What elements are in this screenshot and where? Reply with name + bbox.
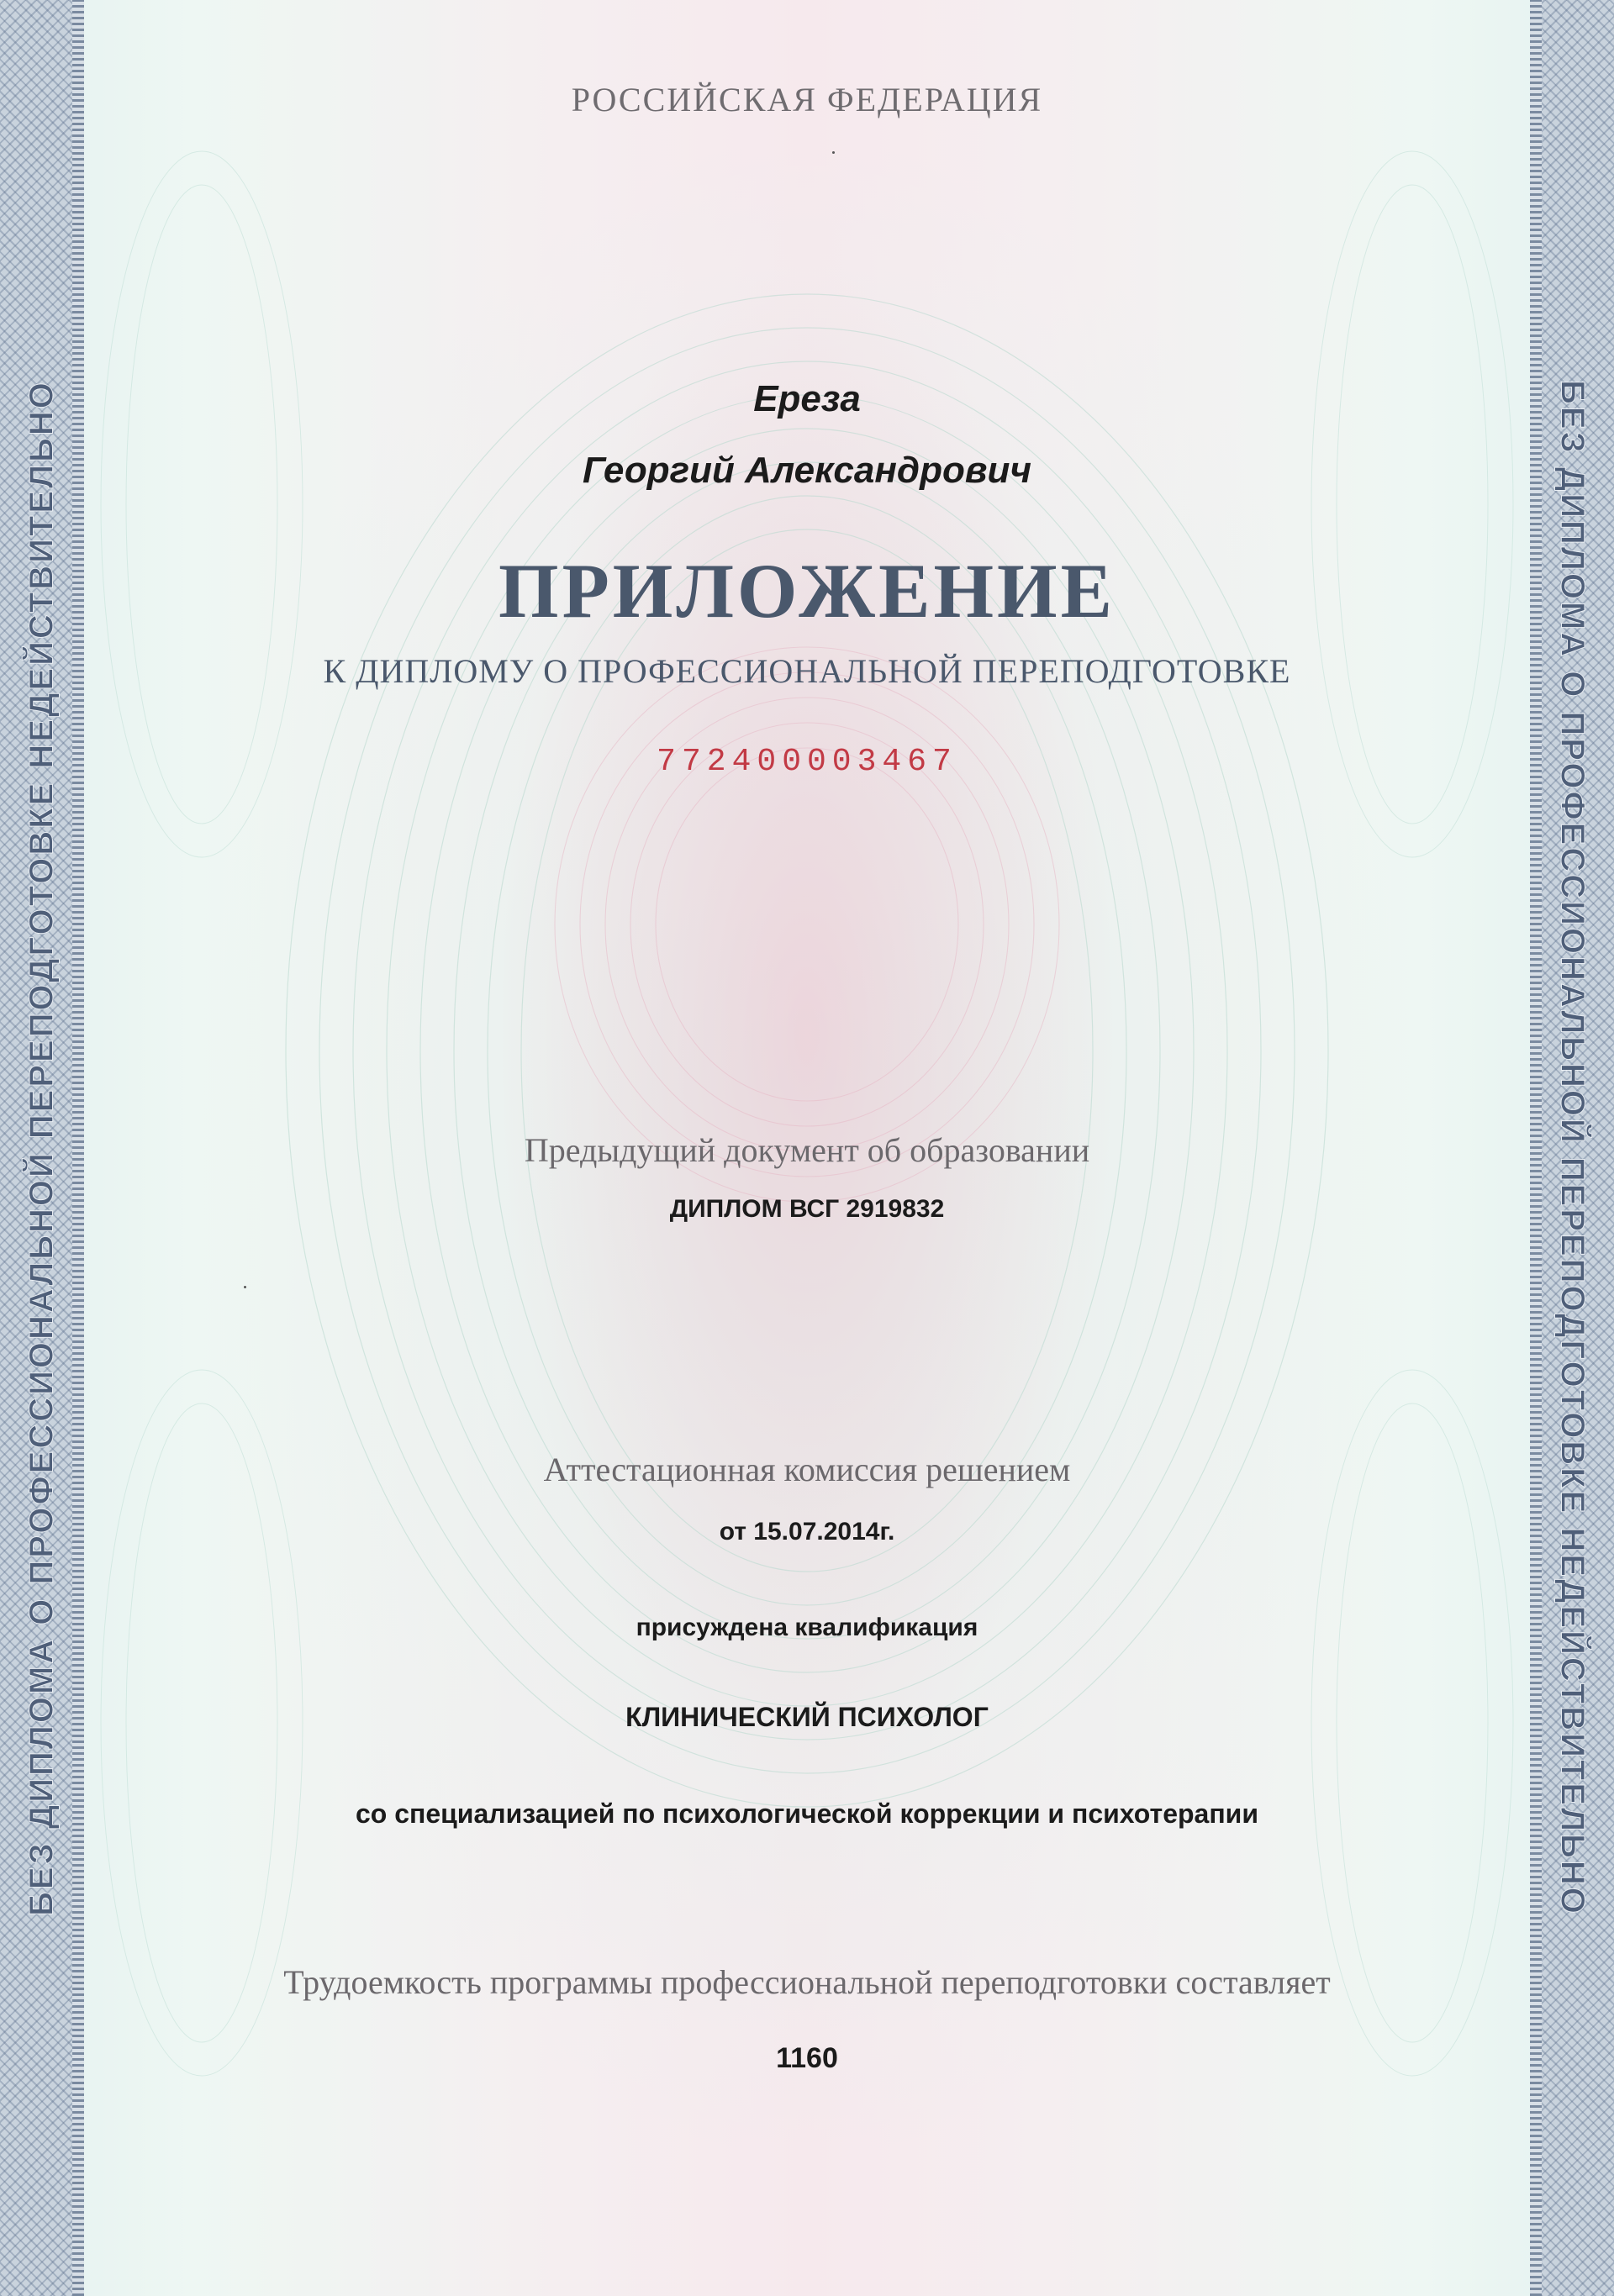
- previous-education-value: ДИПЛОМ ВСГ 2919832: [669, 1195, 945, 1223]
- commission-label: Аттестационная комиссия решением: [543, 1451, 1071, 1488]
- commission-date: от 15.07.2014г.: [719, 1518, 895, 1546]
- program-hours-value: 1160: [776, 2042, 838, 2074]
- awarded-label: присуждена квалификация: [636, 1614, 978, 1641]
- previous-education-label: Предыдущий документ об образовании: [524, 1131, 1090, 1169]
- holder-surname: Ереза: [753, 378, 861, 419]
- document-title: ПРИЛОЖЕНИЕ: [498, 548, 1116, 634]
- serial-number: 772400003467: [657, 744, 957, 780]
- country-heading: РОССИЙСКАЯ ФЕДЕРАЦИЯ: [571, 81, 1043, 118]
- document-subtitle: К ДИПЛОМУ О ПРОФЕССИОНАЛЬНОЙ ПЕРЕПОДГОТОВКЕ: [323, 652, 1291, 690]
- specialization-value: со специализацией по психологической коррекции и психотерапии: [355, 1798, 1259, 1829]
- qualification-value: КЛИНИЧЕСКИЙ ПСИХОЛОГ: [625, 1702, 989, 1732]
- holder-given-names: Георгий Александрович: [583, 450, 1031, 491]
- paper-speck: [832, 151, 835, 154]
- paper-speck: [244, 1286, 246, 1288]
- left-border-text: БЕЗ ДИПЛОМА О ПРОФЕССИОНАЛЬНОЙ ПЕРЕПОДГОТОВКЕ НЕДЕЙСТВИТЕЛЬНО: [23, 380, 61, 1916]
- right-border-text: БЕЗ ДИПЛОМА О ПРОФЕССИОНАЛЬНОЙ ПЕРЕПОДГОТОВКЕ НЕДЕЙСТВИТЕЛЬНО: [1553, 380, 1591, 1916]
- program-workload-label: Трудоемкость программы профессиональной переподготовки составляет: [283, 1963, 1331, 2001]
